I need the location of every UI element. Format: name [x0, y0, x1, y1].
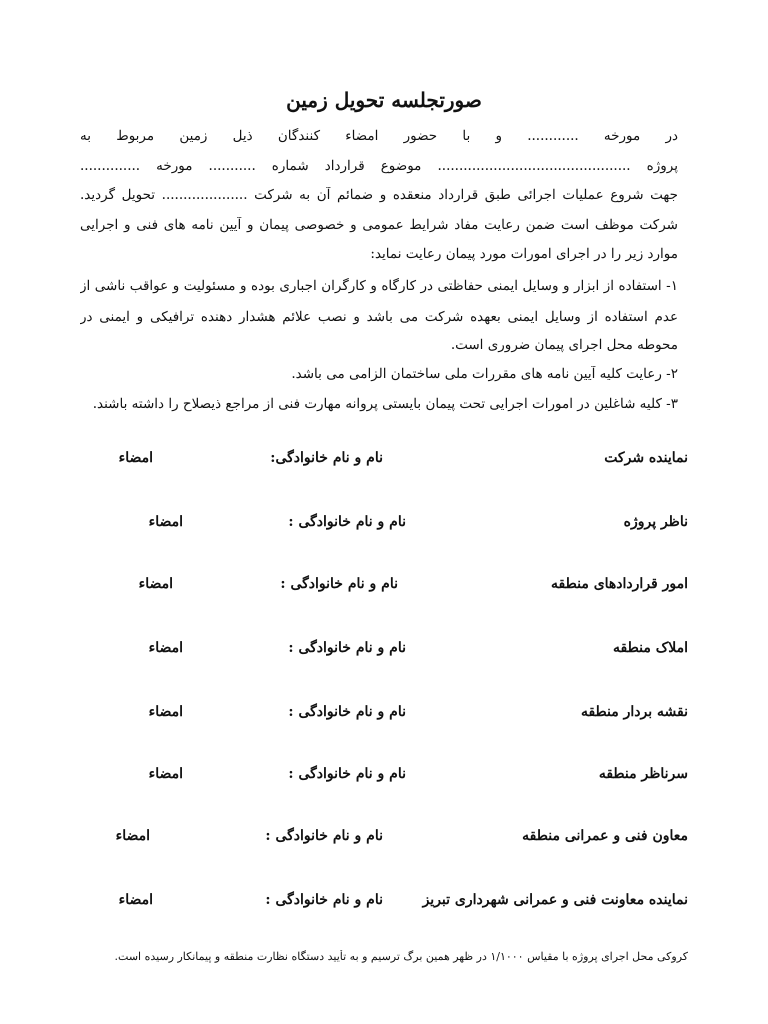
signature-label: امضاء	[118, 450, 153, 466]
name-field-label: نام و نام خانوادگی :	[288, 704, 406, 720]
signatory-role: امور قراردادهای منطقه	[551, 576, 688, 592]
paragraph-line: محوطه محل اجرای پیمان ضروری است.	[450, 337, 678, 353]
signatory-role: معاون فنی و عمرانی منطقه	[522, 828, 688, 844]
paragraph-line: پروژه ............................................. موضوع قرارداد شماره ........... مورخه ..............	[80, 158, 678, 174]
paragraph-line: ۱- استفاده از ابزار و وسایل ایمنی حفاظتی در کارگاه و کارگران اجباری بوده و مسئولیت و عواقب ناشی از	[80, 278, 678, 294]
signature-label: امضاء	[138, 576, 173, 592]
paragraph-line: ۲- رعایت کلیه آیین نامه های مقررات ملی ساختمان الزامی می باشد.	[291, 366, 678, 382]
paragraph-line: جهت شروع عملیات اجرائی طبق قرارداد منعقده و ضمائم آن به شرکت .................... تحویل گردید.	[80, 187, 678, 203]
signatory-role: سرناظر منطقه	[598, 766, 688, 782]
signatory-role: نماینده معاونت فنی و عمرانی شهرداری تبریز	[422, 892, 688, 908]
name-field-label: نام و نام خانوادگی :	[265, 828, 383, 844]
signatory-role: املاک منطقه	[613, 640, 688, 656]
signatory-role: نقشه بردار منطقه	[580, 704, 688, 720]
signature-label: امضاء	[148, 514, 183, 530]
signature-label: امضاء	[148, 766, 183, 782]
signatory-role: ناظر پروژه	[623, 514, 688, 530]
name-field-label: نام و نام خانوادگی :	[288, 766, 406, 782]
name-field-label: نام و نام خانوادگی :	[288, 514, 406, 530]
paragraph-line: شرکت موظف است ضمن رعایت مفاد شرایط عمومی و خصوصی پیمان و آیین نامه های فنی و اجرایی	[80, 217, 678, 233]
paragraph-line: عدم استفاده از وسایل ایمنی بعهده شرکت می باشد و نصب علائم هشدار دهنده ترافیکی و ایمنی در	[80, 309, 678, 325]
paragraph-line: ۳- کلیه شاغلین در امورات اجرایی تحت پیمان بایستی پروانه مهارت فنی از مراجع ذیصلاح را داشته باشند.	[92, 396, 678, 412]
signature-label: امضاء	[115, 828, 150, 844]
page-title: صورتجلسه تحویل زمین	[286, 88, 482, 112]
paragraph-line: در مورخه ............ و با حضور امضاء کنندگان ذیل زمین مربوط به	[80, 128, 678, 144]
signature-label: امضاء	[148, 704, 183, 720]
signature-label: امضاء	[148, 640, 183, 656]
signatory-role: نماینده شرکت	[604, 450, 688, 466]
paragraph-line: موارد زیر را در اجرای امورات مورد پیمان رعایت نماید:	[370, 246, 678, 262]
name-field-label: نام و نام خانوادگی:	[270, 450, 383, 466]
name-field-label: نام و نام خانوادگی :	[265, 892, 383, 908]
signature-label: امضاء	[118, 892, 153, 908]
name-field-label: نام و نام خانوادگی :	[288, 640, 406, 656]
footnote: کروکی محل اجرای پروژه با مقیاس ۱/۱۰۰۰ در ظهر همین برگ ترسیم و به تأیید دستگاه نظارت منطقه و پیمانکار رسیده است.	[114, 950, 688, 963]
name-field-label: نام و نام خانوادگی :	[280, 576, 398, 592]
